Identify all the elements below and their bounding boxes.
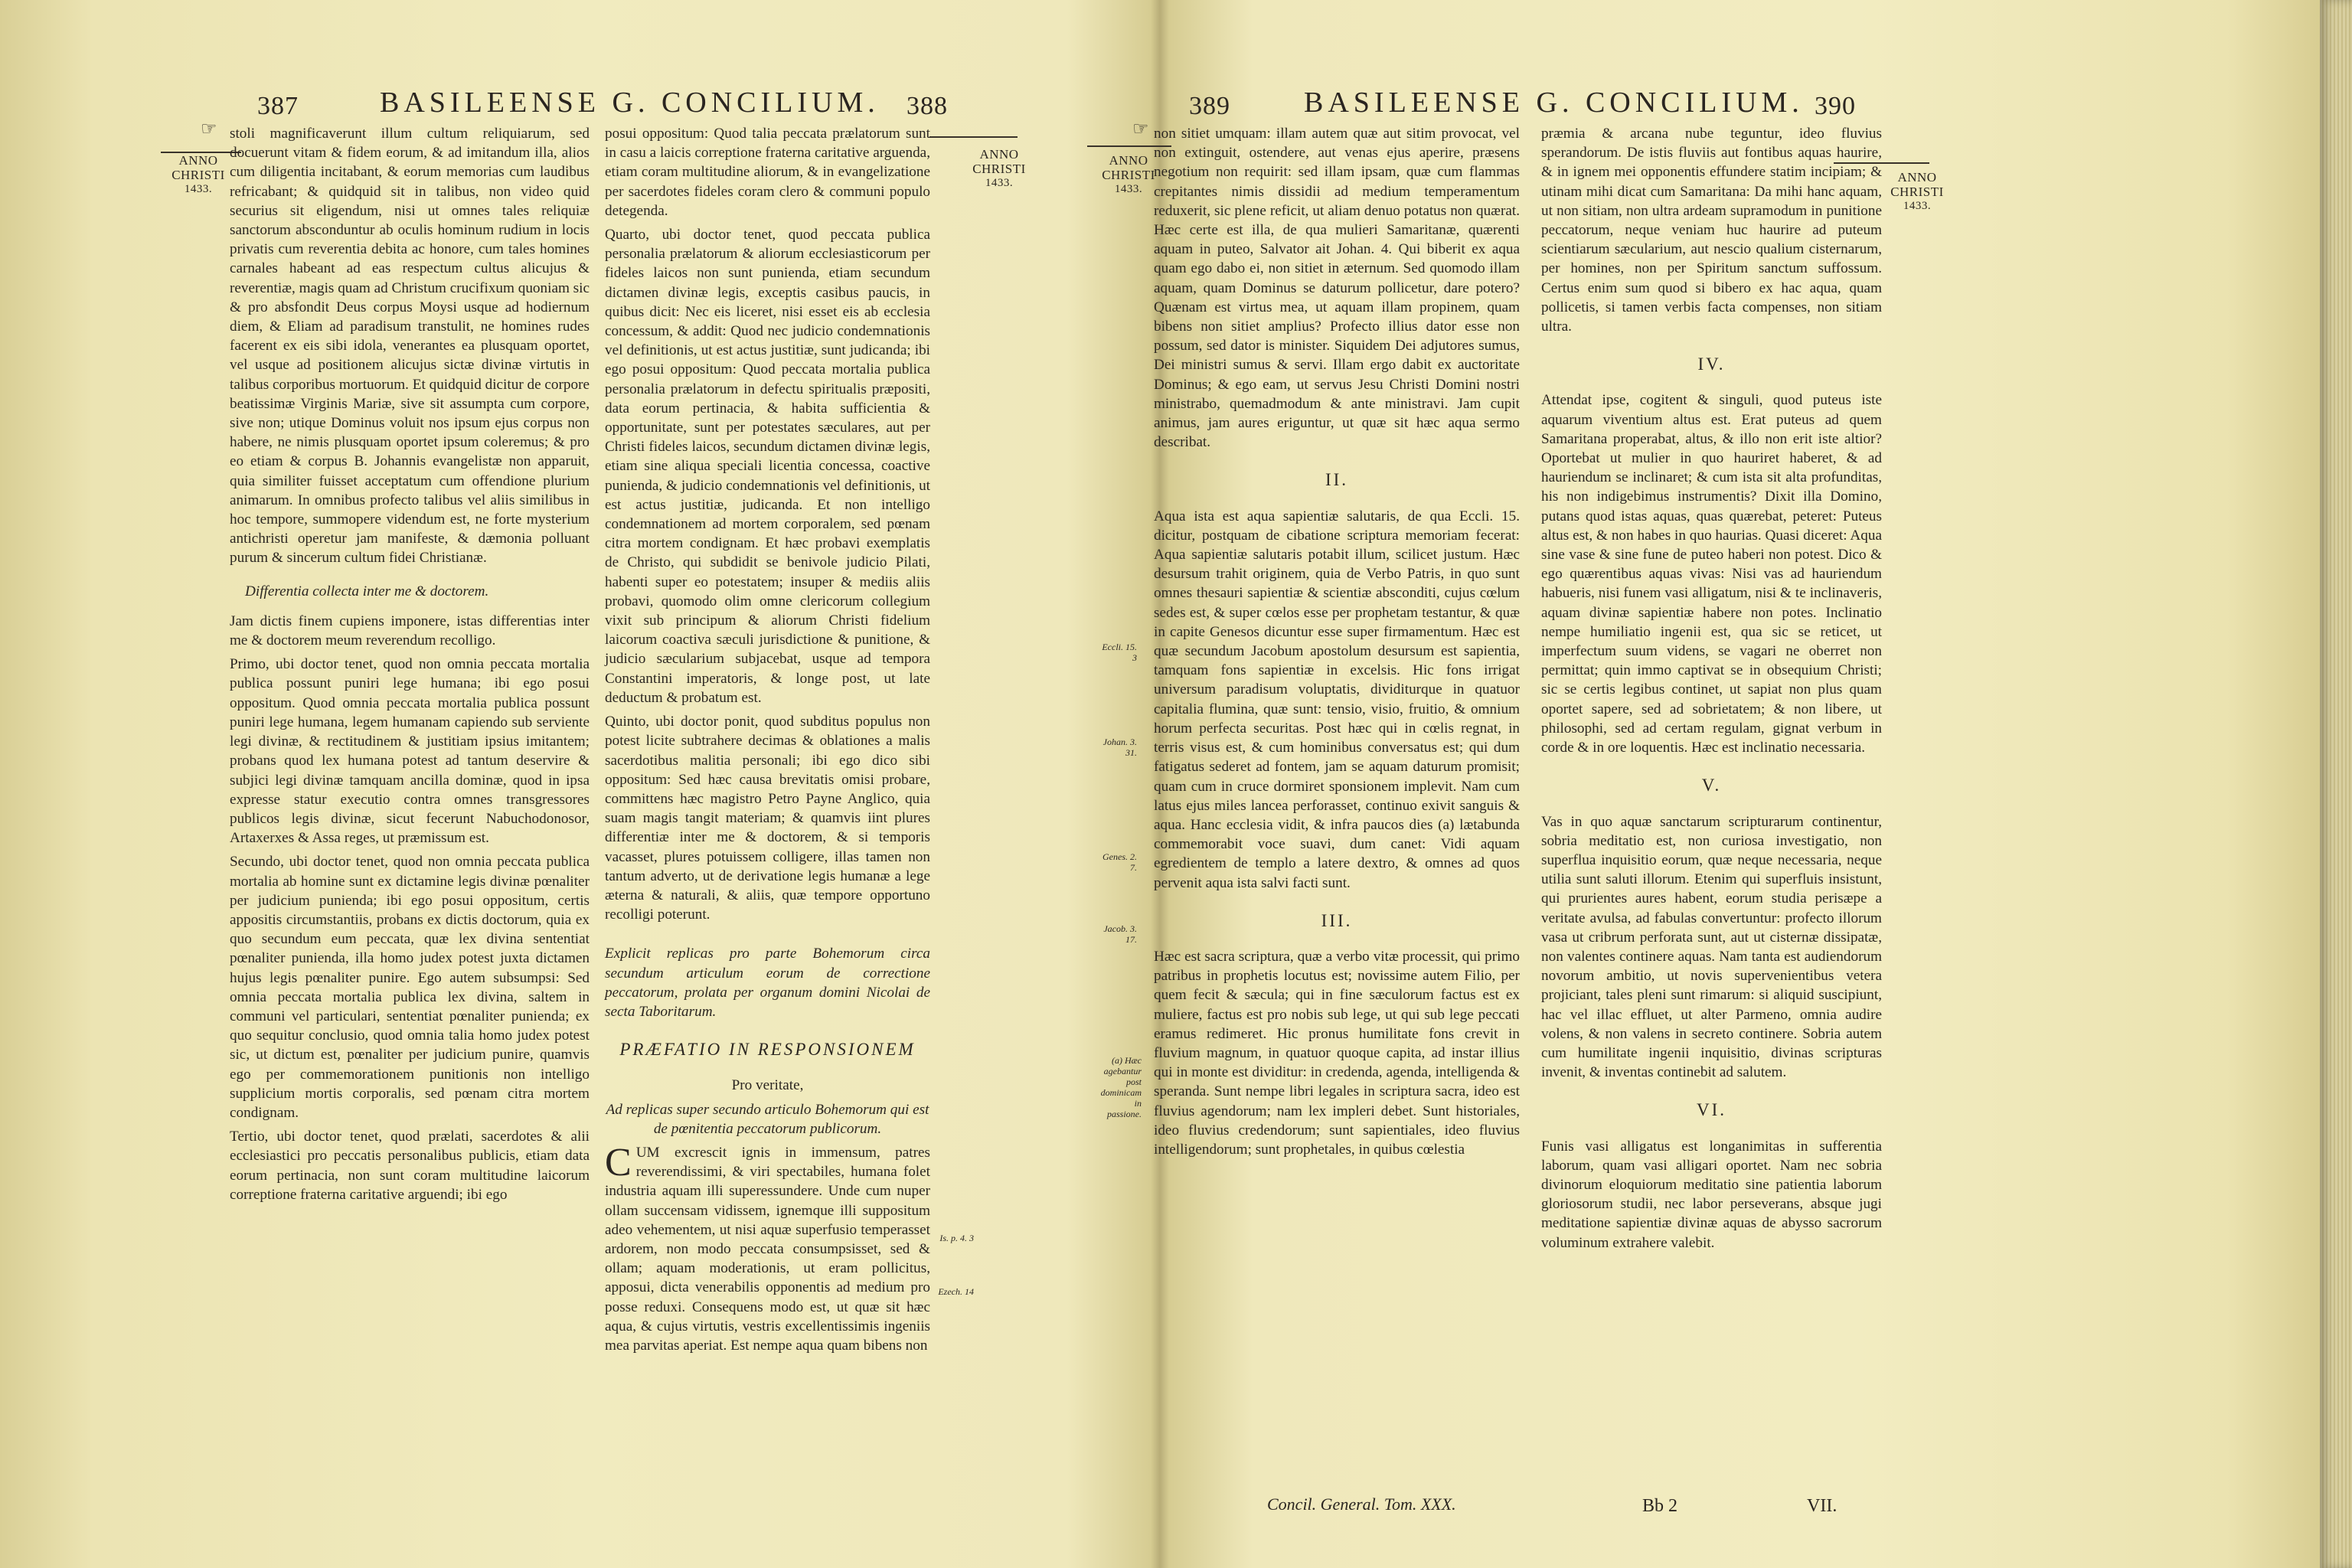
catchword: VII. — [1807, 1496, 1838, 1516]
left-page — [0, 0, 1160, 1568]
paragraph: Vas in quo aquæ sanctarum scripturarum continentur, sobria meditatio est, non curiosa investigatio, non superflua inquisitio eorum, quæ neque necessaria, neque utilia sunt saluti illorum. Etenim qui superfluis insistunt, qui prurientes aures habent, eorum studia perisæpe a veritate avulsa, ad fabulas convertuntur: profecto illorum vasa ut cribrum perforata sunt, aut ut cisternæ dissipatæ, non valentes continere aquas. Nam tanta est audiendorum novorum ambitio, ut novis supervenientibus vetera projiciant, tales pleni sunt rimarum: si aliquid suscipiunt, hac vel illac effluet, ut alter Parmeno, omnia audire volens, & non valens in secreto continere. Sobria autem cum humilitate ingenii inquisitio, divinas scripturas invenit, & inventas continebit ad salutem. — [1541, 813, 1882, 1081]
paragraph: Secundo, ubi doctor tenet, quod non omnia peccata publica mortalia ab homine sunt ex dictamine legis divinæ pœnaliter per judicium punienda; ibi ego posui oppositum, certis appositis circumstantiis, probans ex dictis doctorum, quia ex quo secundum eum peccata, quæ lex divina sententiat pœnaliter punienda, illa homo judex potest juxta dictamen hujus legis pœnaliter punire. Ego autem subsumpsi: Sed omnia peccata mortalia publica lex divina, saltem in communi vel particulari, sententiat pœnaliter punienda; ex quo sequitur conclusio, quod omnia talia homo judex potest sic, ut dictum est, pœnaliter per judicium punire, quamvis ego per commemorationem punitionis non intelligo supplicium mortis corporalis, sed pœnam citra mortem condignam. — [230, 854, 590, 1121]
running-head: BASILEENSE G. CONCILIUM. — [380, 87, 880, 119]
paragraph: Jam dictis finem cupiens imponere, istas differentias inter me & doctorem meum reverendum recolligo. — [230, 612, 590, 649]
signature-mark: Bb 2 — [1642, 1496, 1678, 1516]
paragraph: Quinto, ubi doctor ponit, quod subditus populus non potest licite subtrahere decimas & oblationes a malis sacerdotibus malitia personali; ibi ego dico sibi oppositum: Sed hæc causa brevitatis omisi probare, committens hæc magistro Petro Payne Anglico, quia suam magis tangit materiam; & quamvis iint plures differentiæ inter me & doctorem, & si temporis vacasset, plures potuissem colligere, illas tamen non tantum adverto, ut de derivatione legis humanæ a lege æterna & naturali, & aliis, quæ tempore opportuno recolligi poterunt. — [605, 714, 930, 923]
paragraph: Attendat ipse, cogitent & singuli, quod puteus iste aquarum viventium altus est. Erat puteus ad quem Samaritana properabat, altus, & illo non erit iste altior? Oportebat ut mulier in quo hauriret haberet, & ad hauriendum se inclinaret; & cum ista sit alta profunditas, his non indigebimus instrumentis? Dixit illa Domino, putans quod istas aquas, quas quærebat, peteret: Puteus altus est, & non habes in quo haurias. Quasi diceret: Aqua sine vase & sine fune de puteo haberi non potest. Dico & ego quærentibus aquas vivas: Nisi vas ad hauriendum habueris, nisi funem vasi alligatum, nisi & te inclinaveris, aquam divinæ sapientiæ habere non potes. Inclinatio nempe humiliatio ingenii est, qua sic se reticet, ut imperfectum suum videns, se vagari ne oberret non permittat; quin immo captivat se in obsequium Christi; sic se certis legibus continet, ut sapiat non plus quam oportet sapere, sed ad sobrietatem; & non libere, ut philosophi, sed ad certam regulam, gignat verbum in corde & in ore loquentis. Hæc est inclinatio necessaria. — [1541, 392, 1882, 756]
volume-footer: Concil. General. Tom. XXX. — [1267, 1494, 1456, 1514]
paragraph: præmia & arcana nube teguntur, ideo fluvius sperandorum. De istis fluviis aut fontibus aquas haurire, & in ignem mei opponentis effundere statim incipiam; & utinam mihi dicat cum Samaritana: Da mihi hanc aquam, ut non sitiam, non ultra ardeam supramodum in punitione peccatorum, neque veniam huc haurire ad puteum scientiarum sæcularium, aut nescio qualium cisternarum, per homines, non per Spiritum sanctum suffossum. Certus enim sum quod si bibero ex hac aqua, quam pollicetis, si tamen verbis facta compenses, non sitiam ultra. — [1541, 126, 1882, 335]
footnote-note: (a) Hæc agebantur post dominicam in passione. — [1100, 1055, 1142, 1119]
year-margin-note: ANNO CHRISTI 1433. — [172, 153, 225, 195]
paragraph: CUM excrescit ignis in immensum, patres reverendissimi, & viri spectabiles, humana folet industria aquam illi superessundere. Unde cum nuper ollam succensam vidissem, ignemque illi suppositum adeo vehementem, ut nisi aquæ superfusio temperasset ardorem, non modo peccata consumpsisset, sed & ollam; aquam moderationis, ut eram pollicitus, apposui, dicta venerabilis opponentis ad medium pro posse reduxi. Consequens modo est, ut quæ sit hæc aqua, & cujus virtutis, vestris excellentissimis ingeniis mea parvitas aperiat. Est nempe aqua quam bibens non — [605, 1140, 930, 1354]
paragraph: posui oppositum: Quod talia peccata prælatorum sunt in casu a laicis correptione fraterna caritative arguenda, etiam coram multitudine aliorum, & in evangelizatione per sacerdotes fideles coram clero & communi populo detegenda. — [605, 126, 930, 219]
margin-rule — [929, 136, 1018, 138]
paragraph: Primo, ubi doctor tenet, quod non omnia peccata mortalia publica possunt puniri lege humana; ibi ego posui oppositum. Quod omnia peccata mortalia publica possunt puniri lege humana, legem humanam capiendo sub serviente legi divinæ, & rectitudinem & justitiam ipsius imitantem; probans quod lex humana potest ad tantum deservire & subjici legi divinæ tamquam ancilla dominæ, quod in ipsa expresse statur executio contra omnes transgressores publicos legis divinæ, sicut fecerunt Nabuchodonosor, Artaxerxes & Assa reges, ut præmissum est. — [230, 656, 590, 847]
page-number: 387 — [257, 92, 299, 120]
text-column-1 — [230, 124, 590, 1209]
year-margin-note: ANNO CHRISTI 1433. — [972, 147, 1026, 189]
subheading: Pro veritate, — [731, 1077, 804, 1094]
year-margin-note: ANNO CHRISTI 1433. — [1102, 153, 1155, 195]
paragraph: stoli magnificaverunt illum cultum reliquiarum, sed docuerunt vitam & fidem eorum, & ad imitandum illa, alios cum diligentia incitabant, & eorum memorias cum laudibus refricabant; & quidquid sit in talibus, non video quid securius sit eligendum, nisi ut omnes tales reliquiæ sanctorum absconduntur ab oculis hominum rudium in locis privatis cum reverentia debita ac honore, cum tales homines carnales habeant ad eas respectum cultus alicujus & reverentiæ, magis quam ad Christum crucifixum quoniam sic & pro absfondit Deus corpus Moysi usque ad hodiernum diem, & Eliam ad paradisum transtulit, ne homines rudes facerent ex eis sibi idola, venerantes ea plusquam oportet, vel usque ad positionem alicujus sictæ divinæ virtutis in talibus corporibus mortuorum. Et quidquid dicitur de corpore beatissimæ Virginis Mariæ, sive sit assumpta cum corpore, sive non; utique Dominus voluit nos ipsum ejus corpus non habere, ne nimis plusquam oportet ipsum coleremus; & pro eo etiam & corpus B. Johannis evangelistæ non apparuit, quia similiter fuisset acceptatum cum offendione plurium animarum. In omnibus profecto talibus vel aliis similibus in hoc tempore, summopere videndum est, ne forte mysterium antichristi operetur jam manifeste, & dæmonia polluant purum & sincerum cultum fidei Christianæ. — [230, 126, 590, 567]
paragraph: Tertio, ubi doctor tenet, quod prælati, sacerdotes & alii ecclesiastici pro peccatis personalibus publicis, etiam data eorum pertinacia, non sunt coram multitudine laicorum correptione fraterna caritative arguendi; ibi ego — [230, 1129, 590, 1203]
citation-note: Eccli. 15. 3 — [1102, 642, 1137, 663]
paragraph: Quarto, ubi doctor tenet, quod peccata publica personalia prælatorum & aliorum ecclesiasticorum per fideles laicos non sunt punienda, etiam secundum dictamen divinæ legis, exceptis casibus paucis, in quibus dicit: Nec eis liceret, nisi esset eis ab ecclesia concessum, & addit: Quod nec judicio condemnationis vel definitionis, ut est actus justitiæ, sunt judicanda; ibi ego posui oppositum: Quod peccata mortalia publica personalia prælatorum in defectu spiritualis præpositi, data eorum pertinacia, & habita sufficientia & opportunitate, sunt per potestates sæculares, aut per Christi fideles laicos, secundum dictamen divinæ legis, etiam sine aliqua speciali licentia concessa, coactive punienda, & judicio condemnationis vel definitionis, ut est actus justitiæ, judicanda. Et non intelligo condemnationem ad mortem corporalem, sed pœnam citra mortem condignam. Et hæc probavi exemplatis de Christo, qui subdidit se benivole judicio Pilati, habenti super eo potestatem; insuper & mediis aliis probavi, quomodo olim omne clericorum collegium vixit sub principum & aliorum Christi fidelium laicorum coactiva sæculi jurisdictione & punitione, & judicio sæcularium subjacebat, usque ad tempora Constantini imperatoris, & longe post, ut late deductum & probatum est. — [605, 227, 930, 706]
paragraph: Funis vasi alligatus est longanimitas in sufferentia laborum, quam vasi alligari oportet. Nam nec sobria divinorum eloquiorum meditatio sine patientia laborum gloriosorum studii, nec labor perseverans, absque jugi meditatione sapientiæ divinæ aquas de abysso sacrorum voluminum extrahere valebit. — [1541, 1138, 1882, 1251]
drop-cap: C — [605, 1140, 632, 1184]
citation-note: Jacob. 3. 17. — [1103, 923, 1137, 945]
subheading: Ad replicas super secundo articulo Bohemorum qui est de pœnitentia peccatorum publicorum. — [606, 1101, 929, 1137]
page-number: 390 — [1815, 92, 1856, 120]
section-number: IV. — [1697, 354, 1726, 374]
citation-note: Is. p. 4. 3 — [939, 1233, 974, 1243]
book-edge — [2320, 0, 2352, 1568]
paragraph: Hæc est sacra scriptura, quæ a verbo vitæ processit, qui primo patribus in prophetis locutus est; novissime autem Filio, per quem fecit & sæcula; qui in fine sæculorum factus est ex muliere, factus est pro nobis sub lege, ut qui sub lege peccati eramus redimeret. Hic pronus humilitate fons crevit in fluvium magnum, in quatuor quoque capita, ad instar illius qui in monte est dividitur: in credenda, agenda, intelligenda & speranda. Sunt nempe libri legales in scriptura sacra, ideo est fluvius agendorum; nam lex impleri debet. Sunt historiales, ideo fluvius credendorum; sunt sapientiales, ideo fluvius intelligendorum; sunt prophetales, in quibus cœlestia — [1154, 948, 1520, 1158]
text-column-4 — [1541, 124, 1882, 1257]
text-column-2 — [605, 124, 930, 1360]
section-number: III. — [1321, 910, 1353, 930]
citation-note: Ezech. 14 — [938, 1286, 974, 1297]
section-number: V. — [1701, 776, 1722, 795]
page-number: 389 — [1189, 92, 1230, 120]
explicit-note: Explicit replicas pro parte Bohemorum circa secundum articulum eorum de correctione peccatorum, prolata per organum domini Nicolai de secta Taboritarum. — [605, 946, 930, 1020]
section-heading: Differentia collecta inter me & doctorem. — [245, 583, 489, 599]
paragraph: Aqua ista est aqua sapientiæ salutaris, de qua Eccli. 15. dicitur, postquam de cibatione scriptura memoriam fecerat: Aqua sapientiæ salutaris potabit illum, scilicet justum. Hæc desursum trahit originem, quia de Verbo Patris, in quo sunt omnes thesauri sapientiæ & scientiæ absconditi, cujus cœlum sedes est, & super cœlos esse per prophetam testantur, & quæ in capite Genesos dicuntur esse super firmamentum. Hæc est quæ secundum Jacobum apostolum desursum est sapientia, tamquam fons sapientiæ in excelsis. Hic fons irrigat universum paradisum voluptatis, dividiturque in quatuor capitalia flumina, quæ sunt: tensio, visio, fruitio, & omnium horum perfecta securitas. Post hæc qui in cœlis regnat, in terris visus est, & cum hominibus conversatus est; qui dum fatigatus sederet ad fontem, jam se aquam daturum promisit; quam cum in cruce dormiret sponsionem implevit. Nam cum latus ejus miles lancea perforasset, continuo exivit sanguis & aqua. Hanc ecclesia vidit, & infra paucos dies (a) lætabunda commemorabit voce suavi, dum canet: Vidi aquam egredientem de templo a latere dextro, & omnes ad quos pervenit aqua ista salvi facti sunt. — [1154, 508, 1520, 891]
section-number: VI. — [1696, 1100, 1727, 1120]
pointing-hand-icon: ☞ — [1132, 119, 1149, 139]
running-head: BASILEENSE G. CONCILIUM. — [1304, 87, 1804, 119]
section-heading: PRÆFATIO IN RESPONSIONEM — [619, 1040, 916, 1060]
paragraph: non sitiet umquam: illam autem quæ aut sitim provocat, vel non extinguit, ostendere, aut venas ejus aperire, præsens negotium non requirit: sed illam ipsam, quæ cum flammas crepitantes nimis dissidii ad medium temperamentum reduxerit, sic plene reficit, ut aliam denuo potatus non quærat. Hæc certe est illa, de qua mulieri Samaritanæ, quærenti aquam in puteo, Salvator ait Johan. 4. Qui biberit ex aqua quam ego dabo ei, non sitiet in æternum. Sed quomodo illam aquam, quam Dominus se daturum pollicetur, dare potero? Quænam est virtus mea, ut aquam illam propinem, quam bibens non sitiet amplius? Profecto illius dator esse non possum, sed dator is minister. Siquidem Dei adjutores sumus, Dei ministri sumus & servi. Illam ergo dabit ex auctoritate Dominus; & ego eam, ut servus Jesu Christi Domini nostri ministrabo, quemadmodum & ante ministravi. Jam cupit animus, jam aures eriguntur, ut quæ sit hæc aqua sermo describat. — [1154, 126, 1520, 451]
page-number: 388 — [906, 92, 948, 120]
text-column-3 — [1154, 124, 1520, 1164]
year-margin-note: ANNO CHRISTI 1433. — [1890, 170, 1944, 212]
pointing-hand-icon: ☞ — [201, 119, 217, 139]
section-number: II. — [1325, 470, 1349, 490]
right-page — [1100, 0, 2320, 1568]
citation-note: Johan. 3. 31. — [1102, 737, 1137, 758]
citation-note: Genes. 2. 7. — [1102, 851, 1137, 873]
